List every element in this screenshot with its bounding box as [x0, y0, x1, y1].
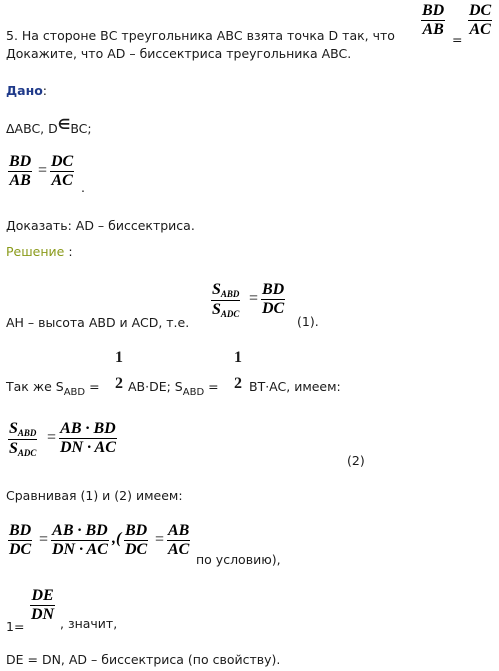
step4-equals-1: = — [39, 531, 49, 548]
problem-equals: = — [452, 32, 463, 47]
step2-text: Так же $S_{ABD}$ = — [6, 379, 100, 398]
prove-text: Доказать: AD – биссектриса. — [6, 218, 195, 233]
step4-ratio-1: BD DC — [9, 522, 32, 558]
compare-text: Сравнивая (1) и (2) имеем: — [6, 488, 183, 503]
step3-area-fraction: $S_{ABD}$ $S_{ADC}$ — [9, 420, 37, 458]
step4-ratio-2: AB · BD DN · AC — [52, 522, 108, 558]
step4-separator: ,( — [112, 530, 122, 547]
element-of-symbol: ∈ — [57, 117, 71, 133]
given-ratio-dot: . — [81, 180, 85, 195]
given-ratio-left: BD AB — [9, 153, 32, 189]
step2-half-2: 1 2 — [234, 349, 242, 392]
problem-text-line1: 5. На стороне ВС треугольника АВС взята точка D так, что — [6, 28, 395, 43]
step2-half-1: 1 2 — [115, 349, 123, 392]
step1-area-fraction: $S_{ABD}$ $S_{ADC}$ — [212, 281, 240, 319]
step1-ratio: BD DC — [262, 281, 285, 317]
conclusion-text: DE = DN, AD – биссектриса (по свойству). — [6, 652, 281, 667]
solution-heading: Решение : — [6, 244, 73, 259]
given-heading: Дано: — [6, 83, 48, 98]
problem-fraction-right: DC AC — [469, 2, 492, 38]
step4-tail: по условию), — [196, 552, 281, 567]
step5-lead: 1= — [6, 619, 25, 634]
step1-text: AH – высота ABD и ACD, т.е. — [6, 315, 190, 330]
step2-mid: AB·DE; $S_{ABD}$ = — [128, 379, 219, 398]
step1-equals: = — [249, 290, 259, 307]
step4-equals-2: = — [155, 531, 165, 548]
problem-text-line2: Докажите, что AD – биссектриса треугольника ABC. — [6, 46, 352, 61]
step3-ratio: AB · BD DN · AC — [60, 420, 116, 456]
given-line: ΔABC, D∈BC; — [6, 117, 92, 136]
step5-ratio: DE DN — [31, 587, 55, 623]
step3-equals: = — [47, 429, 57, 446]
step5-tail: , значит, — [60, 616, 118, 631]
problem-fraction-left: BD AB — [422, 2, 445, 38]
given-ratio-right: DC AC — [51, 153, 74, 189]
step1-ref: (1). — [297, 314, 319, 329]
given-ratio-equals: = — [38, 162, 48, 179]
step2-post: BT·AC, имеем: — [249, 379, 341, 394]
step4-ratio-4: AB AC — [168, 522, 190, 558]
step3-ref: (2) — [347, 453, 365, 468]
step4-ratio-3: BD DC — [125, 522, 148, 558]
